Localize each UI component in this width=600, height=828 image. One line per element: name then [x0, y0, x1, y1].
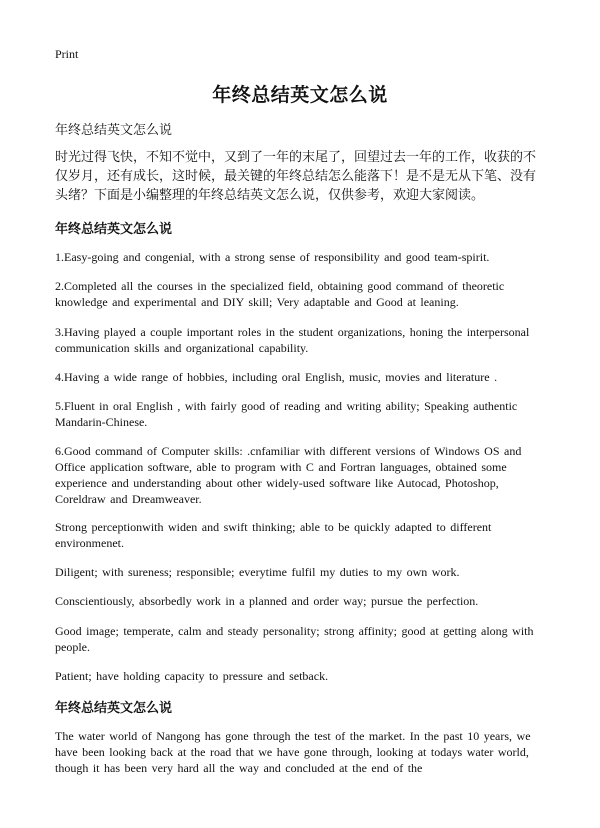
- list-item: 2.Completed all the courses in the specialized field, obtaining good command of theoretic knowledge and experimental and DIY skill; Very adaptable and Good at leaning.: [55, 279, 505, 309]
- page-title: 年终总结英文怎么说: [212, 84, 388, 106]
- list-item: Strong perceptionwith widen and swift thinking; able to be quickly adapted to different environmenet.: [55, 520, 492, 550]
- list-item: Patient; have holding capacity to pressure and setback.: [55, 669, 329, 683]
- list-item: 6.Good command of Computer skills: .cnfamiliar with different versions of Windows OS and Office application software, able to program with C and Fortran languages, obtained some experience and understanding about other widely-used software like Autocad, Photoshop, Coreldraw and Dreamweaver.: [55, 444, 522, 506]
- body-paragraph: The water world of Nangong has gone through the test of the market. In the past 10 years, we have been looking back at the road that we have gone through, looking at todays water world, though it has been very hard all the way and concluded at the end of the: [55, 729, 531, 775]
- list-item: Diligent; with sureness; responsible; everytime fulfil my duties to my own work.: [55, 565, 460, 579]
- section-heading-1: 年终总结英文怎么说: [55, 222, 173, 237]
- subtitle: 年终总结英文怎么说: [55, 123, 173, 138]
- print-link[interactable]: Print: [55, 47, 79, 61]
- list-item: 5.Fluent in oral English , with fairly good of reading and writing ability; Speaking authentic Mandarin-Chinese.: [55, 399, 518, 429]
- section-heading-2: 年终总结英文怎么说: [55, 701, 173, 716]
- list-item: Conscientiously, absorbedly work in a planned and order way; pursue the perfection.: [55, 594, 479, 608]
- list-item: 3.Having played a couple important roles in the student organizations, honing the interpersonal communication skills and organizational capability.: [55, 325, 530, 355]
- list-item: 4.Having a wide range of hobbies, including oral English, music, movies and literature .: [55, 370, 498, 384]
- list-item: Good image; temperate, calm and steady personality; strong affinity; good at getting along with people.: [55, 624, 534, 654]
- intro-paragraph: 时光过得飞快，不知不觉中，又到了一年的末尾了，回望过去一年的工作，收获的不仅岁月，还有成长，这时候，最关键的年终总结怎么能落下！是不是无从下笔、没有头绪？下面是小编整理的年终总结英文怎么说，仅供参考，欢迎大家阅读。: [55, 150, 537, 203]
- list-item: 1.Easy-going and congenial, with a strong sense of responsibility and good team-spirit.: [55, 250, 490, 264]
